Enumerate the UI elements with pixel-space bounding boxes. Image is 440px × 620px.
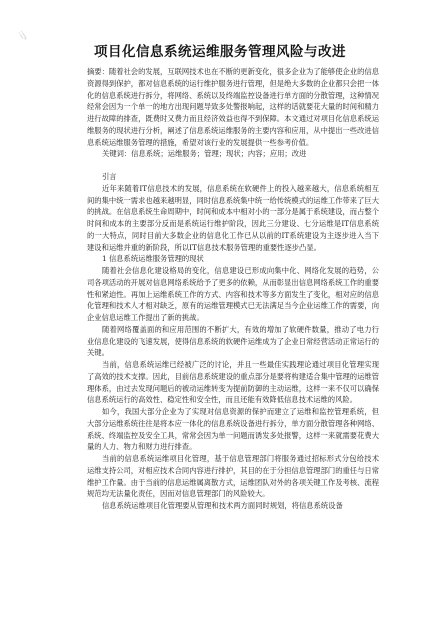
document-body	[87, 66, 379, 512]
section-paragraph: 如今，我国大部分企业为了实现对信息资源的保护而建立了运维和监控管理系统，但大部分运维系统往往是将本应一体化的信息系统设备进行拆分，单方面分散管理各种网络、系统、终端监控及安全工具，常常会因为单一问题而诱发多处报警，这样一来就需要花费大量的人力、物力和财力进行排查。	[87, 407, 379, 452]
section-paragraph: 随着网络覆盖面的和应用范围的不断扩大，有效的增加了软硬件数量，推动了电力行业信息化建设的飞速发展，使得信息系统的软硬件运维成为了企业日常经营活动正常运行的关键。	[87, 324, 379, 358]
section-paragraph: 信息系统运维项目化管理要从管理和技术两方面同时规划，将信息系统设备	[102, 501, 343, 510]
watermark: ĳ̨	[17, 29, 30, 42]
document-title: 项目化信息系统运维服务管理风险与改进	[94, 44, 346, 60]
abstract: 摘要：随着社会的发展，互联网技术也在不断的更新变化，很多企业为了能够使企业的信息资源得到保护，都对信息系统的运行维护服务进行管理，但是绝大多数的企业都只会把一体化的信息系统进行拆分，将网络、系统以及终端监控设备进行单方面的分散管理，这种情况经常会因为一个单一的地方出现问题导致多处警报响起，这样的话就要花大量的时间和精力进行故障的排查，既费时又费力而且经济效益也得不到保障。本文通过对项目化信息系统运维服务的现状进行分析，阐述了信息系统运维服务的主要内容和应用，从中提出一些改进信息系统运维服务管理的措施，希望对该行业的发展提供一些参考价值。	[87, 67, 379, 147]
section-paragraph: 当前，信息系统运维已经被广泛的讨论，并且一些最佳实践理论通过项目化管理实现了高效的技术支撑。因此，目前信息系统建设的重点部分是要将构建适合集中管理的运维管理体系，由过去发现问题后的被动运维转变为提前防御的主动运维，这样一来不仅可以确保信息系统运行的高效性、稳定性和安全性，而且还能有效降低信息技术运维的风险。	[87, 360, 379, 405]
section-heading: 1 信息系统运维服务管理的现状	[102, 254, 204, 264]
section-paragraph: 随着社会信息化建设格局的变化，信息建设已形成向集中化、网络化发展的趋势，公司各项活动的开展对信息网络系统给予了更多的依赖，从而彰显出信息网络系统工作的重要性和紧迫性。再加上运维系统工作的方式、内容和技术等多方面发生了变化，相对应的信息化管理和技术人才相对缺乏，原有的运维管理模式已无法满足当今企业运维工作的需要，向企业信息运维工作提出了新的挑战。	[87, 266, 379, 322]
section-paragraph: 当前的信息系统运维项目化管理，基于信息管理部门将服务通过招标形式分包给技术运维支持公司，对相应技术合同内容进行排护，其目的在于分担信息管理部门的重任与日常维护工作量。由于当前的信息运维属离散方式，运维团队对外的各项关键工作及考核、流程规范均无法量化责任，因而对信息管理部门的风险较大。	[87, 454, 379, 499]
keywords: 关键词：信息系统；运维服务；管理；现状；内容；应用；改进	[102, 149, 307, 159]
intro-paragraph: 近年来随着IT信息技术的发展，信息系统在软硬件上的投入越来越大，信息系统相互间的集中统一需求也越来越明显，同时信息系统集中统一给传统模式的运维工作带来了巨大的挑战。在信息系统生命周期中，时间和成本中相对小的一部分是属于系统建设，而占整个时间和成本的主要部分反而是系统运行维护阶段，因此三分建设、七分运维是IT信息系统的一大特点，同时目前大多数企业的信息化工作已从以前的IT系统建设为主逐步进入当下建设和运维并重的新阶段，所以IT信息技术服务管理的重要性逐步凸显。	[87, 183, 379, 252]
intro-heading: 引言	[102, 172, 117, 181]
